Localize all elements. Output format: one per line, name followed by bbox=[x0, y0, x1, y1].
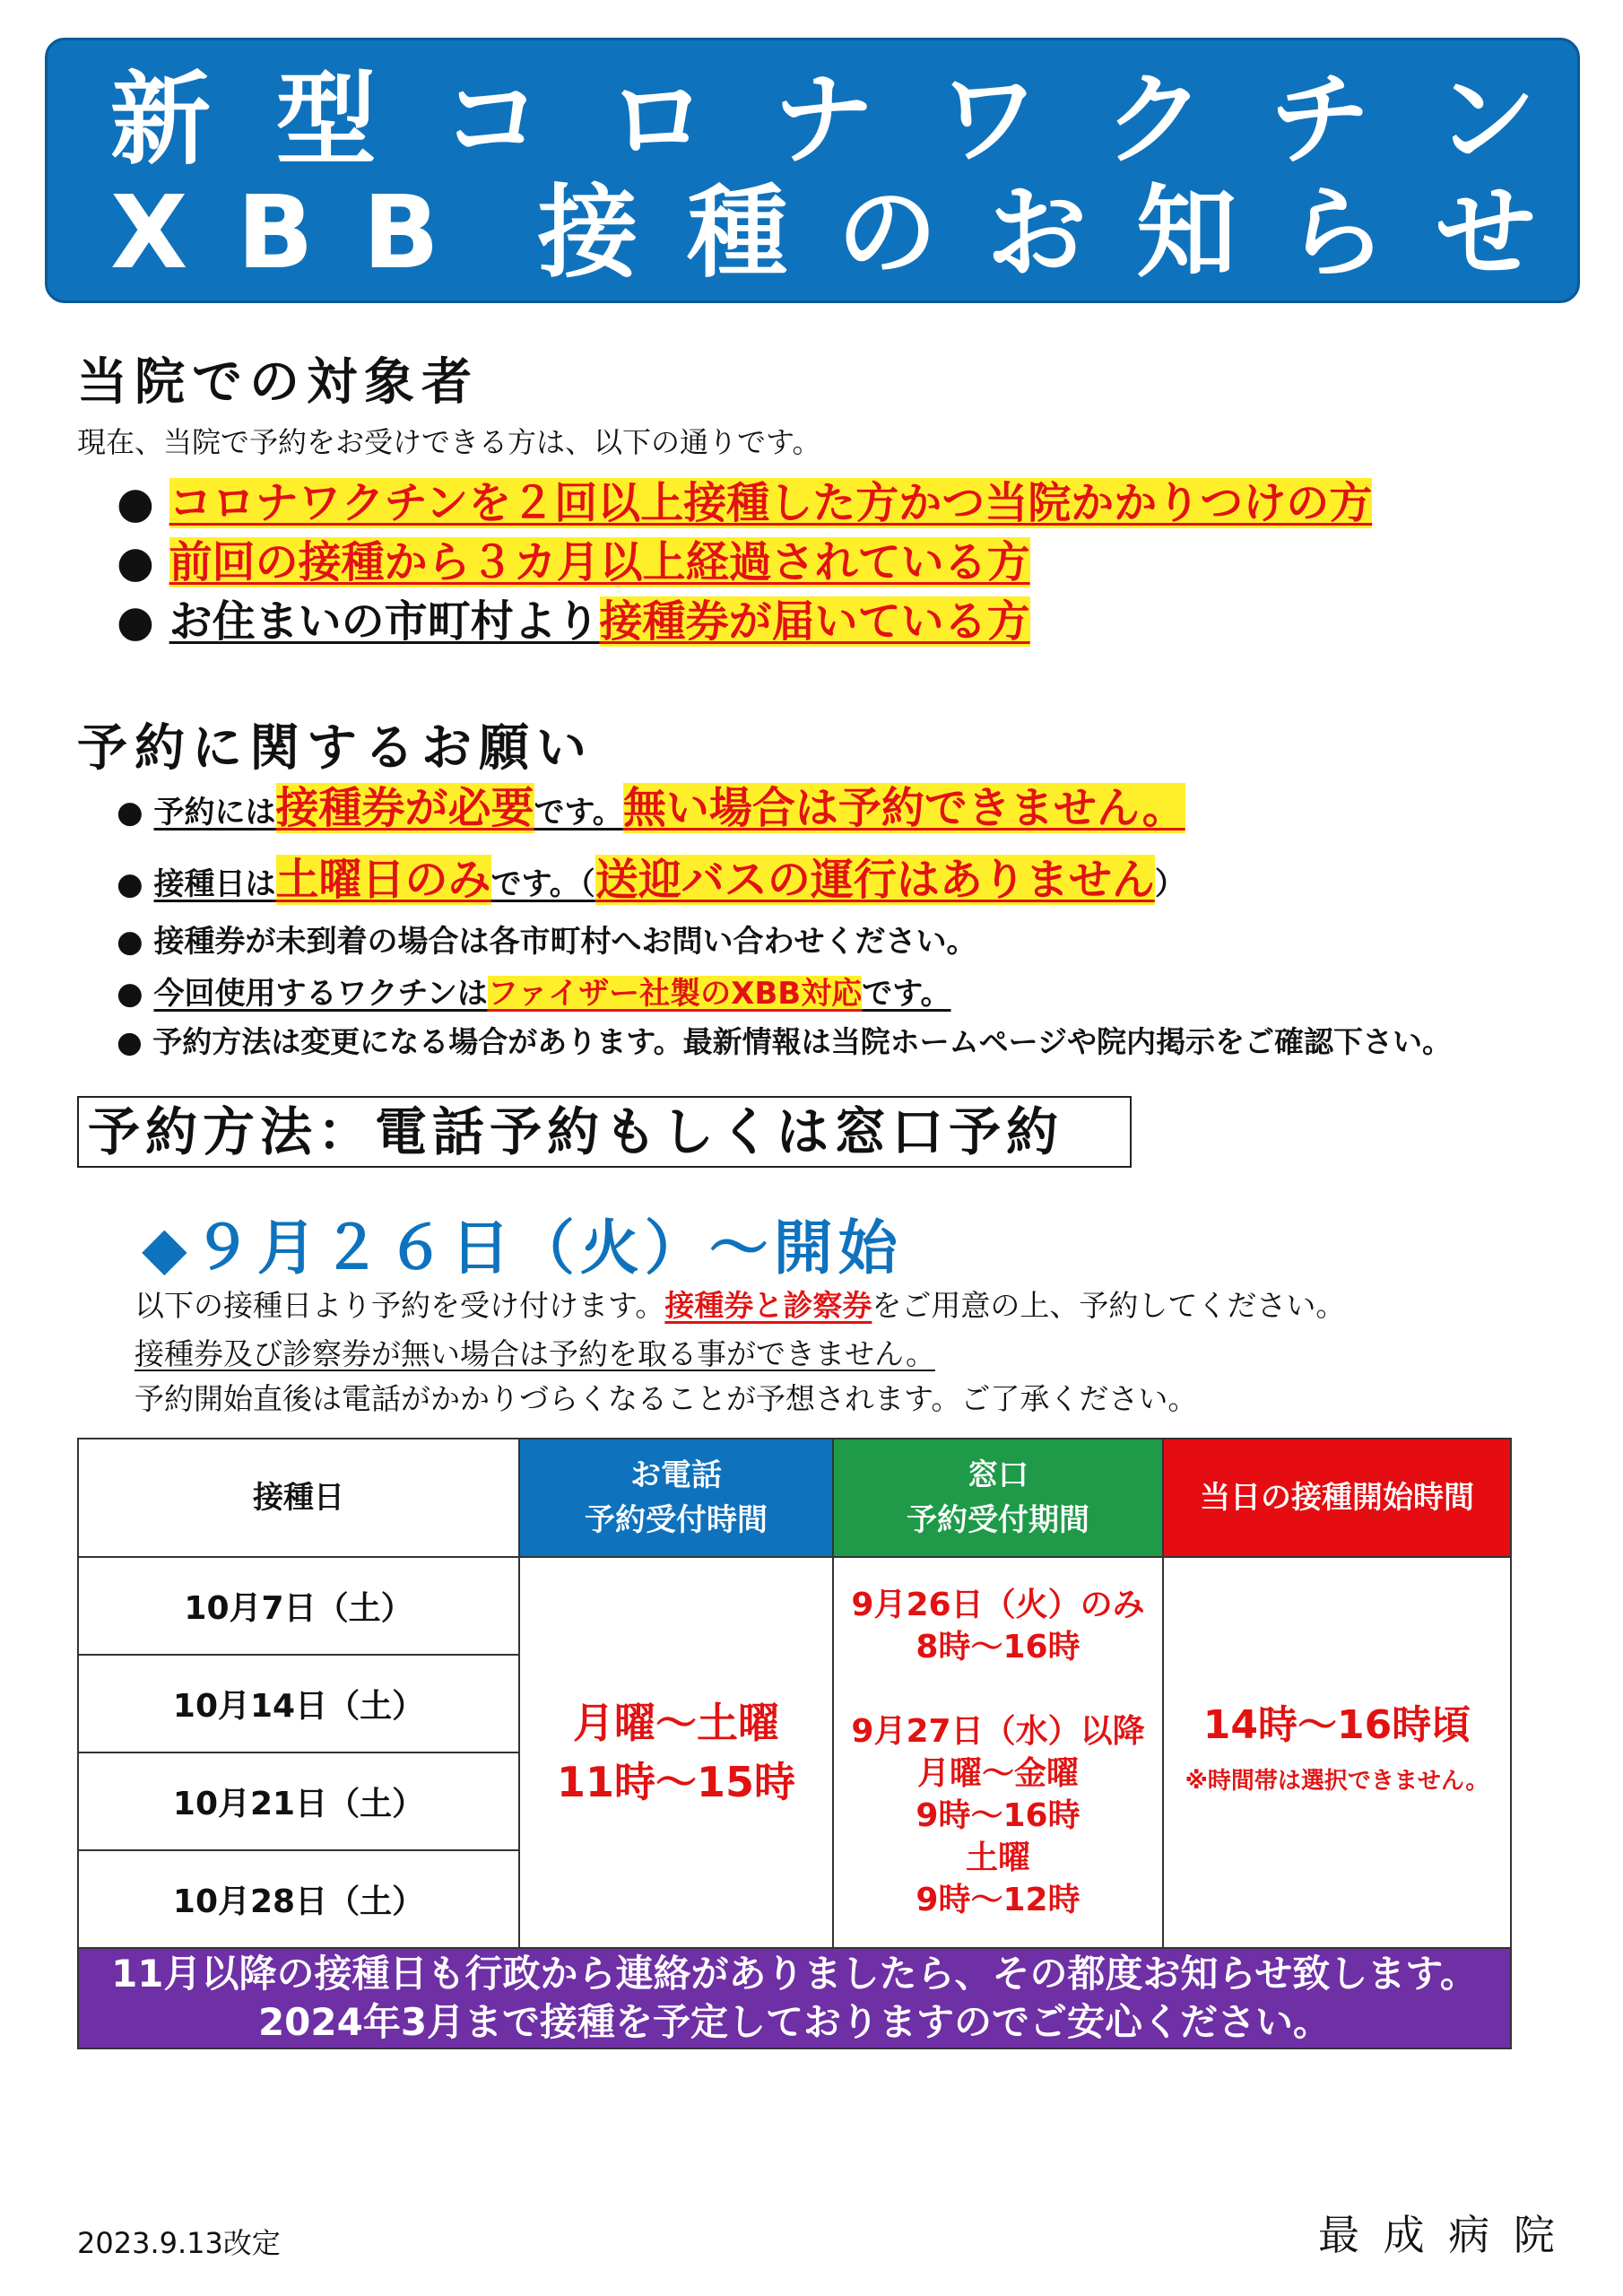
banner-char: ン bbox=[1436, 62, 1536, 178]
header-window bbox=[833, 1439, 1163, 1557]
bullet-icon: ● bbox=[117, 924, 143, 960]
target-item-3 bbox=[117, 587, 1030, 648]
target-item-text: コロナワクチンを２回以上接種した方かつ当院かかりつけの方 bbox=[169, 478, 1373, 528]
start-note: ※時間帯は選択できません。 bbox=[1185, 1768, 1489, 1795]
banner-char: 種 bbox=[687, 175, 788, 291]
banner-line-2 bbox=[110, 175, 1536, 291]
request-item-2 bbox=[117, 845, 1185, 907]
window-period-line: 9月27日（水）以降 bbox=[851, 1713, 1145, 1750]
header-date: 接種日 bbox=[78, 1439, 519, 1557]
request-text: です。 bbox=[862, 976, 951, 1012]
start-time-cell bbox=[1163, 1557, 1511, 1948]
target-item-emphasis: 接種券が届いている方 bbox=[599, 596, 1030, 647]
requests-heading: 予約に関するお願い bbox=[77, 719, 594, 778]
bullet-icon: ● bbox=[117, 795, 143, 831]
bullet-icon: ● bbox=[117, 596, 154, 647]
banner-char: ク bbox=[1104, 62, 1205, 178]
request-text: 接種券が未到着の場合は各市町村へお問い合わせください。 bbox=[153, 924, 977, 960]
banner-char: 型 bbox=[275, 62, 377, 178]
hospital-name: 最 成 病 院 bbox=[1318, 2211, 1560, 2259]
request-text: です。 bbox=[534, 795, 623, 831]
target-heading: 当院での対象者 bbox=[77, 353, 479, 412]
request-emphasis: ファイザー社製のXBB対応 bbox=[487, 976, 863, 1012]
method-text: 以下の接種日より予約を受け付けます。 bbox=[135, 1288, 665, 1323]
schedule-table bbox=[77, 1438, 1512, 2049]
banner-char: の bbox=[837, 175, 938, 291]
window-period-line bbox=[834, 1668, 1162, 1710]
date-cell: 10月28日（土） bbox=[78, 1850, 519, 1948]
title-banner bbox=[45, 38, 1580, 303]
banner-char: 新 bbox=[110, 62, 211, 178]
request-emphasis: 送迎バスの運行はありません bbox=[595, 855, 1155, 905]
method-line-3: 予約開始直後は電話がかかりづらくなることが予想されます。ご了承ください。 bbox=[135, 1381, 1198, 1416]
request-item-3 bbox=[117, 917, 977, 961]
bullet-icon: ● bbox=[117, 1024, 143, 1059]
request-text: 予約方法は変更になる場合があります。最新情報は当院ホームページや院内掲示をご確認下さい。 bbox=[152, 1024, 1452, 1059]
date-cell: 10月14日（土） bbox=[78, 1655, 519, 1752]
table-header-row bbox=[78, 1439, 1511, 1557]
request-text: 接種日は bbox=[153, 866, 276, 902]
phone-hours-line: 11時～15時 bbox=[556, 1758, 796, 1806]
method-emphasis: 接種券と診察券 bbox=[664, 1288, 872, 1323]
banner-line-1 bbox=[110, 62, 1536, 178]
bullet-icon: ● bbox=[117, 478, 154, 528]
target-item-1 bbox=[117, 468, 1372, 530]
banner-char: コ bbox=[441, 62, 542, 178]
banner-char: ワ bbox=[938, 62, 1039, 178]
start-time: 14時～16時頃 bbox=[1202, 1702, 1471, 1748]
table-footer bbox=[78, 1948, 1511, 2048]
header-phone bbox=[519, 1439, 833, 1557]
banner-char: B bbox=[237, 175, 314, 291]
date-cell: 10月7日（土） bbox=[78, 1557, 519, 1655]
start-title: ◆９月２６日（火）～開始 bbox=[142, 1213, 903, 1283]
banner-char: チ bbox=[1270, 62, 1371, 178]
request-item-1 bbox=[117, 773, 1185, 835]
header-phone-line: お電話 bbox=[630, 1457, 722, 1493]
request-item-4 bbox=[117, 969, 950, 1013]
request-emphasis: 無い場合は予約できません。 bbox=[622, 783, 1185, 833]
window-period-line: 9時～16時 bbox=[916, 1797, 1081, 1834]
footer-line: 2024年3月まで接種を予定しておりますのでご安心ください。 bbox=[257, 2000, 1332, 2044]
banner-char: お bbox=[986, 175, 1088, 291]
banner-char: ロ bbox=[607, 62, 708, 178]
window-period-line: 8時～16時 bbox=[916, 1629, 1081, 1665]
target-item-text: お住まいの市町村より bbox=[169, 596, 600, 647]
request-text: 今回使用するワクチンは bbox=[153, 976, 488, 1012]
bullet-icon: ● bbox=[117, 866, 143, 902]
method-text: をご用意の上、予約してください。 bbox=[872, 1288, 1346, 1323]
banner-char: 知 bbox=[1136, 175, 1237, 291]
request-text: ） bbox=[1154, 866, 1185, 902]
revision-date: 2023.9.13改定 bbox=[77, 2226, 281, 2260]
header-window-line: 窓口 bbox=[968, 1457, 1028, 1493]
request-item-5 bbox=[117, 1019, 1452, 1061]
banner-char: X bbox=[110, 175, 188, 291]
date-cell: 10月21日（土） bbox=[78, 1752, 519, 1850]
request-text: 予約には bbox=[153, 795, 276, 831]
banner-char: ナ bbox=[773, 62, 873, 178]
window-period-cell bbox=[833, 1557, 1163, 1948]
table-footer-row bbox=[78, 1948, 1511, 2048]
banner-char: せ bbox=[1435, 175, 1536, 291]
method-line-1 bbox=[135, 1283, 1345, 1325]
request-emphasis: 接種券が必要 bbox=[275, 783, 534, 833]
target-item-text: 前回の接種から３カ月以上経過されている方 bbox=[169, 537, 1030, 587]
banner-char: ら bbox=[1285, 175, 1386, 291]
method-line-2: 接種券及び診察券が無い場合は予約を取る事ができません。 bbox=[135, 1336, 935, 1371]
header-phone-line: 予約受付時間 bbox=[585, 1502, 768, 1538]
request-text: です。（ bbox=[490, 866, 595, 902]
window-period-line: 土曜 bbox=[965, 1839, 1030, 1876]
method-box: 予約方法：電話予約もしくは窓口予約 bbox=[77, 1096, 1132, 1168]
window-period-line: 9時～12時 bbox=[916, 1882, 1081, 1918]
bullet-icon: ● bbox=[117, 537, 154, 587]
footer-line: 11月以降の接種日も行政から連絡がありましたら、その都度お知らせ致します。 bbox=[111, 1952, 1478, 1996]
window-period-line: 月曜～金曜 bbox=[916, 1755, 1079, 1792]
header-start: 当日の接種開始時間 bbox=[1163, 1439, 1511, 1557]
phone-hours-cell bbox=[519, 1557, 833, 1948]
header-window-line: 予約受付期間 bbox=[907, 1502, 1089, 1538]
table-row bbox=[78, 1557, 1511, 1655]
window-period-line: 9月26日（火）のみ bbox=[851, 1587, 1145, 1623]
banner-char: 接 bbox=[537, 175, 638, 291]
request-emphasis: 土曜日のみ bbox=[275, 855, 491, 905]
target-item-2 bbox=[117, 527, 1030, 589]
banner-char: B bbox=[362, 175, 439, 291]
target-intro: 現在、当院で予約をお受けできる方は、以下の通りです。 bbox=[77, 425, 821, 459]
phone-hours-line: 月曜～土曜 bbox=[573, 1699, 779, 1747]
bullet-icon: ● bbox=[117, 976, 143, 1012]
